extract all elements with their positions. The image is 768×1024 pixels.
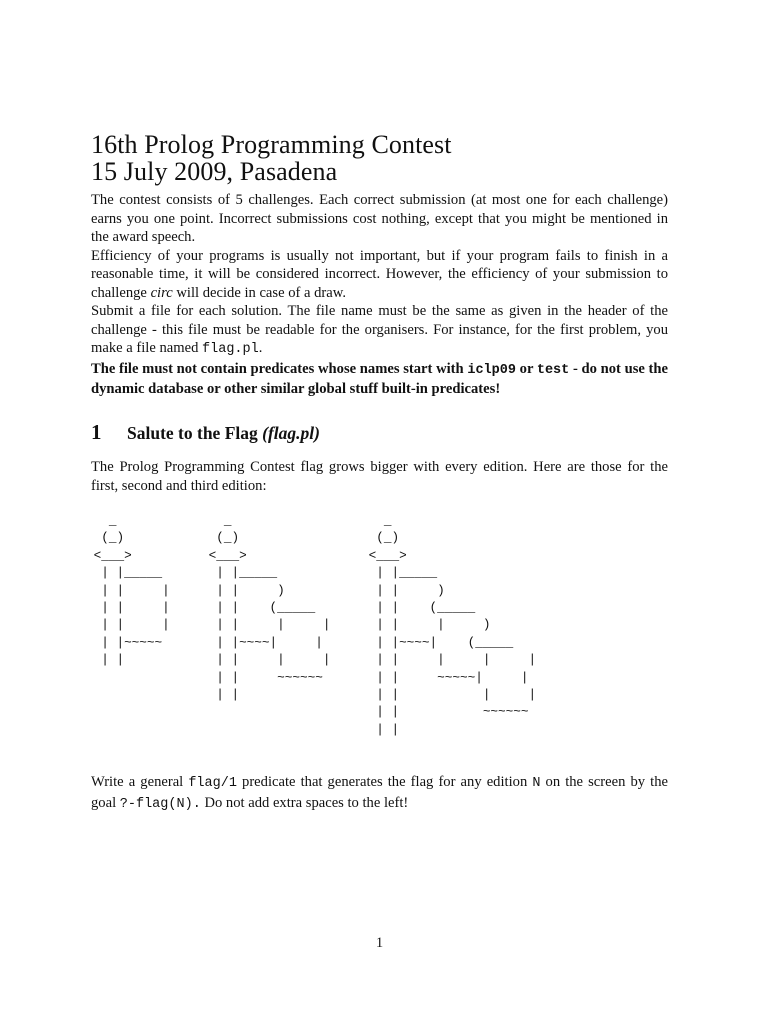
flag-first-edition: _ (_) <___> | |_____ | | | | | | | | | | |~~~~~ | | (93, 513, 170, 668)
section-heading (91, 420, 320, 445)
section-filename: (flag.pl) (262, 423, 320, 443)
flag-third-edition: _ (_) <___> | |_____ | | ) | | (_____ | | | ) | |~~~~| (_____ | | | | | | | ~~~~~| | | | | | | | ~~~~~~ | | (368, 513, 537, 737)
warning-code-iclp09: iclp09 (467, 362, 516, 378)
task-text-c: on the screen by the goal (91, 774, 668, 811)
section-title: Salute to the Flag (127, 423, 263, 443)
task-text-d: Do not add extra spaces to the left! (200, 794, 409, 811)
warning-paragraph (91, 360, 668, 399)
title-line-2: 15 July 2009, Pasadena (91, 157, 338, 186)
page-title (91, 131, 452, 185)
intro-p2-text: Efficiency of your programs is usually not important, but if your program fails to finish in a reasonable time, it will be considered incorrect. However, the efficiency of your submission to challenge (91, 247, 668, 301)
flag-file-code: flag.pl (202, 342, 259, 357)
intro-p3-tail: . (258, 340, 263, 356)
intro-p2-tail: will decide in case of a draw. (172, 284, 347, 301)
task-code-flag1: flag/1 (188, 776, 237, 791)
intro-paragraph-2 (91, 247, 668, 303)
task-code-goal: ?-flag(N). (119, 796, 201, 812)
task-code-n: N (532, 776, 541, 791)
warning-text-b: or (515, 360, 537, 377)
task-text-a: Write a general (91, 774, 189, 790)
section-number: 1 (91, 420, 102, 444)
circ-challenge-name: circ (150, 284, 173, 301)
warning-code-test: test (536, 362, 570, 378)
title-line-1: 16th Prolog Programming Contest (91, 130, 452, 159)
intro-text (91, 191, 668, 399)
task-paragraph (91, 773, 668, 814)
flag-examples (91, 512, 691, 752)
task-text-b: predicate that generates the flag for any edition (236, 774, 533, 790)
warning-text-c: - do not use the dynamic database or other similar global stuff built-in predicates! (91, 360, 668, 397)
intro-paragraph-3 (91, 302, 668, 360)
page-number: 1 (375, 935, 384, 951)
intro-p3-text: Submit a file for each solution. The file name must be the same as given in the header of the challenge - this file must be readable for the organisers. For instance, for the first problem, you make a file named (91, 303, 668, 356)
flag-intro-paragraph: The Prolog Programming Contest flag grows bigger with every edition. Here are those for the first, second and third edition: (91, 459, 668, 494)
flag-second-edition: _ (_) <___> | |_____ | | ) | | (_____ | | | | | |~~~~| | | | | | | | ~~~~~~ | | (208, 513, 331, 703)
intro-paragraph-1: The contest consists of 5 challenges. Each correct submission (at most one for each challenge) earns you one point. Incorrect submissions cost nothing, except that you might be mentioned in the award speech. (91, 192, 668, 245)
warning-text-a: The file must not contain predicates whose names start with (91, 360, 468, 377)
